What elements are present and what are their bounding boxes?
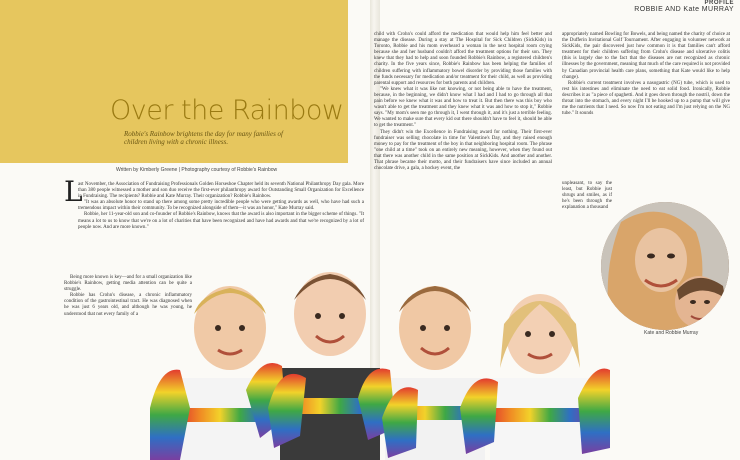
header-names: ROBBIE AND Kate MURRAY — [634, 6, 734, 13]
paragraph: Robbie, her 11-year-old son and co-founder of Robbie's Rainbow, knows that the award is also important in the bigger scheme of things. "It means a lot to us to know that we're on a lot of charities that have been recognized and have had awards and that we're recognized by a lot of people now. And are more known." — [78, 212, 364, 230]
section-label: PROFILE — [704, 0, 734, 6]
portrait-illustration — [601, 202, 729, 330]
paragraph: unpleasant, to say the least, but Robbie just shrugs and smiles, as if he's been through the explanation a thousand — [562, 181, 612, 211]
column-c — [562, 32, 730, 117]
paragraph: "We knew what it was like not knowing, or not being able to have the treatment, because, in the beginning, we didn't know what I had and I had to go through all that pain before we knew what it was and how to treat it. But then there was this boy who wasn't able to get the treatment and they knew what it was and how to stop it," Robbie says. "My mom's seen me go through it, I went through it, and it's just a terrible feeling. We wanted to make sure that every kid out there shouldn't have to feel it, should be able to get the treatment." — [374, 86, 552, 129]
portrait-caption: Kate and Robbie Murray — [644, 330, 699, 336]
column-a — [64, 182, 364, 231]
paragraph: "It was an absolute honor to stand up there among some pretty incredible people who were getting awards as well, who have had such a tremendous impact within their community. To be recognized alongside of them—it was an honor," Kate Murray said. — [78, 200, 364, 212]
paragraph: Being more known is key—and for a small organization like Robbie's Rainbow, getting media attention can be quite a struggle. — [64, 275, 192, 293]
byline: Written by Kimberly Greene | Photography courtesy of Robbie's Rainbow — [116, 167, 278, 173]
paragraph: Robbie's current treatment involves a nasogastric (NG) tube, which is used to rest his intestines and eliminate the need to eat solid food. Ironically, Robbie describes it as "a piece of spaghetti. And it goes down through the nostril, down the throat into the stomach, and every night I'll be hooked up to a pump that will give me the nutrients that I need. So now I'm not eating and I'm just relying on the NG tube." It sounds — [562, 80, 730, 117]
paragraph: child with Crohn's could afford the medication that would help him feel better and manage the disease. During a stay at The Hospital for Sick Children (SickKids) in Toronto, Robbie and his mom overheard a woman in the next hospital room crying because she and her husband couldn't afford the treatment options for their son. They knew that they had to help and soon founded Robbie's Rainbow, a registered children's charity. In the five years since, Robbie's Rainbow has been helping the families of children suffering with inflammatory bowel disorder by providing those families with the funds necessary for medication and/or treatment for their child, as well as providing parental support and resources for both parents and children. — [374, 32, 552, 86]
children-rainbow-hands-photo — [150, 258, 610, 460]
paragraph: They didn't win the Excellence in Fundraising award for nothing. Their first-ever fundraiser was selling chocolate in time for Valentine's Day, and they raised enough money to pay for the treatment of the boy in that neighboring hospital room. The phrase "one child at a time" took on an entirely new meaning, however, when they found out that there was another child in the same position at SickKids. And another and another. That phrase became their motto, and their fundraisers have since included an annual chocolate drive, a gala, a hockey event, the — [374, 129, 552, 172]
drop-cap: L — [64, 175, 83, 208]
article-title: Over the Rainbow — [110, 95, 344, 126]
page-header — [634, 0, 734, 14]
title-panel — [0, 0, 348, 163]
paragraph: appropriately named Bowling for Bowels, and being named the charity of choice at the Dufferin Invitational Golf Tournament. After engaging in volunteer network at SickKids, the pair discovered just how common it is that families can't afford treatment for their children suffering from Crohn's disease and ulcerative colitis (this is largely due to the fact that the diseases are not recognized as chronic illnesses by the government, meaning that much of the care required is not provided by Canadian provincial health care plans, something that Kate would like to help change). — [562, 32, 731, 80]
article-subtitle: Robbie's Rainbow brightens the day for many families of children living with a chronic illness. — [124, 130, 283, 146]
paragraph: Robbie has Crohn's disease, a chronic inflammatory condition of the gastrointestinal tract. He was diagnosed when he was just 6 years old, and although he was young, he understood that not every family of a — [64, 293, 192, 317]
column-b — [374, 32, 552, 172]
column-c-lower — [562, 181, 612, 211]
paragraph: ast November, the Association of Fundraising Professionals Golden Horseshoe Chapter held its seventh National Philanthropy Day gala. More than 380 people witnessed a mother and son duo receive the first-ever philanthropy award for Outstanding Small Organization for Excellence in Fundraising. The recipients? Robbie and Kate Murray. Their organization? Robbie's Rainbow. — [78, 182, 364, 200]
portrait-photo — [601, 202, 729, 330]
